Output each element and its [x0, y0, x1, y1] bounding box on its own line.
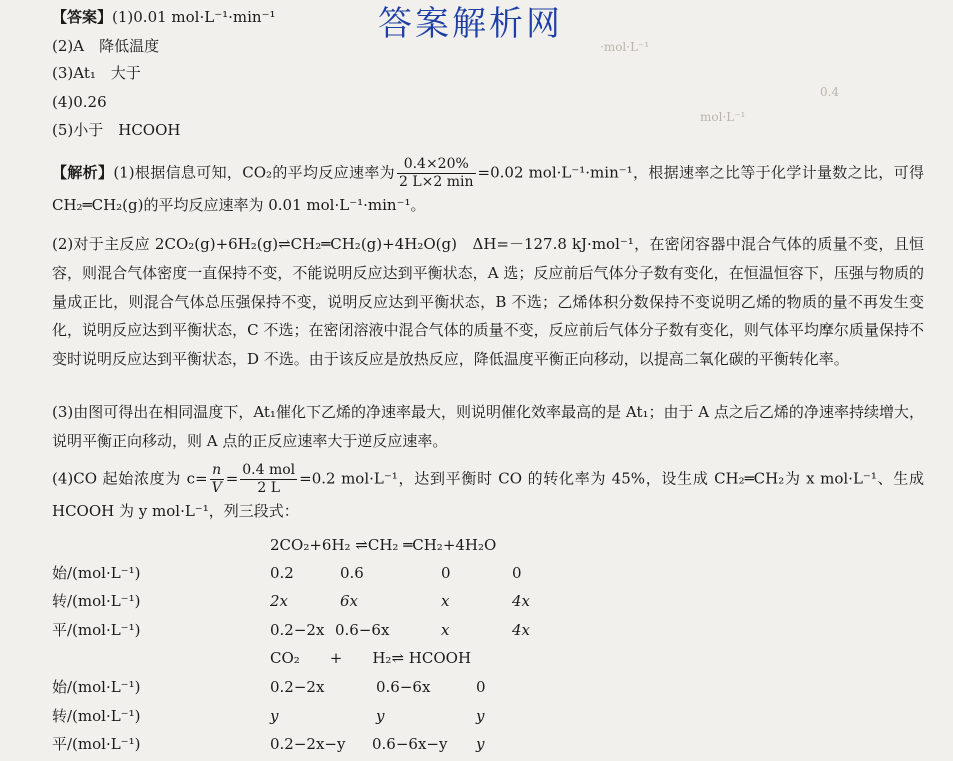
table-cell: 0.2 [270, 564, 294, 582]
table-cell: 6x [340, 592, 359, 610]
table-cell: 0.6−6x−y [372, 735, 448, 753]
answer-line-1 [52, 6, 276, 28]
fraction-denominator: 2 L×2 min [399, 174, 474, 190]
table-cell: x [441, 621, 450, 639]
table-cell: y [376, 707, 385, 725]
analysis-paragraph-4 [52, 462, 924, 526]
fraction-numerator: n [210, 462, 224, 480]
fraction-numerator: 0.4×20% [397, 156, 476, 174]
bleed-through-text: 0.4 [820, 85, 840, 99]
table-cell: 4x [512, 592, 531, 610]
analysis-text: (4)CO 起始浓度为 c= [52, 469, 208, 488]
fraction-denominator: V [211, 480, 222, 496]
table-cell: 0.6−6x [335, 621, 390, 639]
analysis-label: 【解析】 [52, 163, 114, 182]
reaction-equation: 2CO₂+6H₂ ⇌CH₂ ═CH₂+4H₂O [270, 536, 497, 554]
analysis-paragraph-1 [52, 156, 924, 220]
table-cell: x [441, 592, 450, 610]
analysis-text: (1)根据信息可知，CO₂的平均反应速率为 [113, 163, 395, 182]
watermark-logo-text: 答案解析网 [378, 4, 563, 44]
fraction [240, 462, 297, 497]
table-cell: y [476, 735, 485, 753]
table-row-label: 转/(mol·L⁻¹) [52, 707, 141, 725]
table-row-label: 始/(mol·L⁻¹) [52, 678, 141, 696]
fraction [210, 462, 224, 497]
answer-item: (4)0.26 [52, 93, 107, 111]
analysis-paragraph-3: (3)由图可得出在相同温度下，At₁催化下乙烯的净速率最大，则说明催化效率最高的是 At₁；由于 A 点之后乙烯的净速率持续增大，说明平衡正向移动，则 A 点的正反应速率大于逆反应速率。 [52, 403, 924, 450]
table-row-label: 平/(mol·L⁻¹) [52, 621, 141, 639]
table-cell: 0 [441, 564, 451, 582]
table-cell: 0 [476, 678, 486, 696]
answer-item: (5)小于 HCOOH [52, 121, 181, 139]
table-cell: 0.6 [340, 564, 364, 582]
table-cell: 0.2−2x [270, 678, 325, 696]
answer-item: (3)At₁ 大于 [52, 64, 141, 82]
answer-item: (2)A 降低温度 [52, 37, 160, 55]
fraction [397, 156, 476, 191]
table-row-label: 转/(mol·L⁻¹) [52, 592, 141, 610]
table-cell: 0.2−2x−y [270, 735, 346, 753]
fraction-denominator: 2 L [257, 480, 281, 496]
table-row-label: 平/(mol·L⁻¹) [52, 735, 141, 753]
equals-sign: = [225, 469, 239, 488]
table-cell: 0.2−2x [270, 621, 325, 639]
bleed-through-text: mol·L⁻¹ [700, 110, 746, 124]
table-cell: y [270, 707, 279, 725]
table-cell: 0 [512, 564, 522, 582]
table-row-label: 始/(mol·L⁻¹) [52, 564, 141, 582]
analysis-paragraph-2: (2)对于主反应 2CO₂(g)+6H₂(g)⇌CH₂═CH₂(g)+4H₂O(g) ΔH=－127.8 kJ·mol⁻¹，在密闭容器中混合气体的质量不变，且恒容，则混合气体密度一直保持不变，不能说明反应达到平衡状态，A 选；反应前后气体分子数有变化，在恒温恒容下，压强与物质的量成正比，则混合气体总压强保持不变，说明反应达到平衡状态，B 不选；乙烯体积分数保持不变说明乙烯的物质的量不再发生变化，说明反应达到平衡状态，C 不选；在密闭溶液中混合气体的质量不变，反应前后气体分子数有变化，则气体平均摩尔质量保持不变时说明反应达到平衡状态，D 不选。由于该反应是放热反应，降低温度平衡正向移动，以提高二氧化碳的平衡转化率。 [52, 235, 924, 369]
fraction-numerator: 0.4 mol [242, 462, 296, 478]
analysis-text: =0.2 mol·L⁻¹，达到平衡时 CO 的转化率为 45%，设生成 CH₂═CH₂为 x mol·L⁻¹、生成 HCOOH 为 y mol·L⁻¹，列三段式： [52, 469, 924, 520]
table-cell: 0.6−6x [376, 678, 431, 696]
table-cell: y [476, 707, 485, 725]
bleed-through-text: ·mol·L⁻¹ [600, 40, 650, 54]
analysis-text: =0.02 mol·L⁻¹·min⁻¹，根据速率之比等于化学计量数之比，可得 CH₂═CH₂(g)的平均反应速率为 0.01 mol·L⁻¹·min⁻¹。 [52, 163, 924, 214]
answer-item: (1)0.01 mol·L⁻¹·min⁻¹ [112, 8, 276, 26]
table-cell: 2x [270, 592, 289, 610]
answer-label: 【答案】 [52, 8, 113, 26]
reaction-equation: CO₂ + H₂⇌ HCOOH [270, 649, 472, 667]
table-cell: 4x [512, 621, 531, 639]
